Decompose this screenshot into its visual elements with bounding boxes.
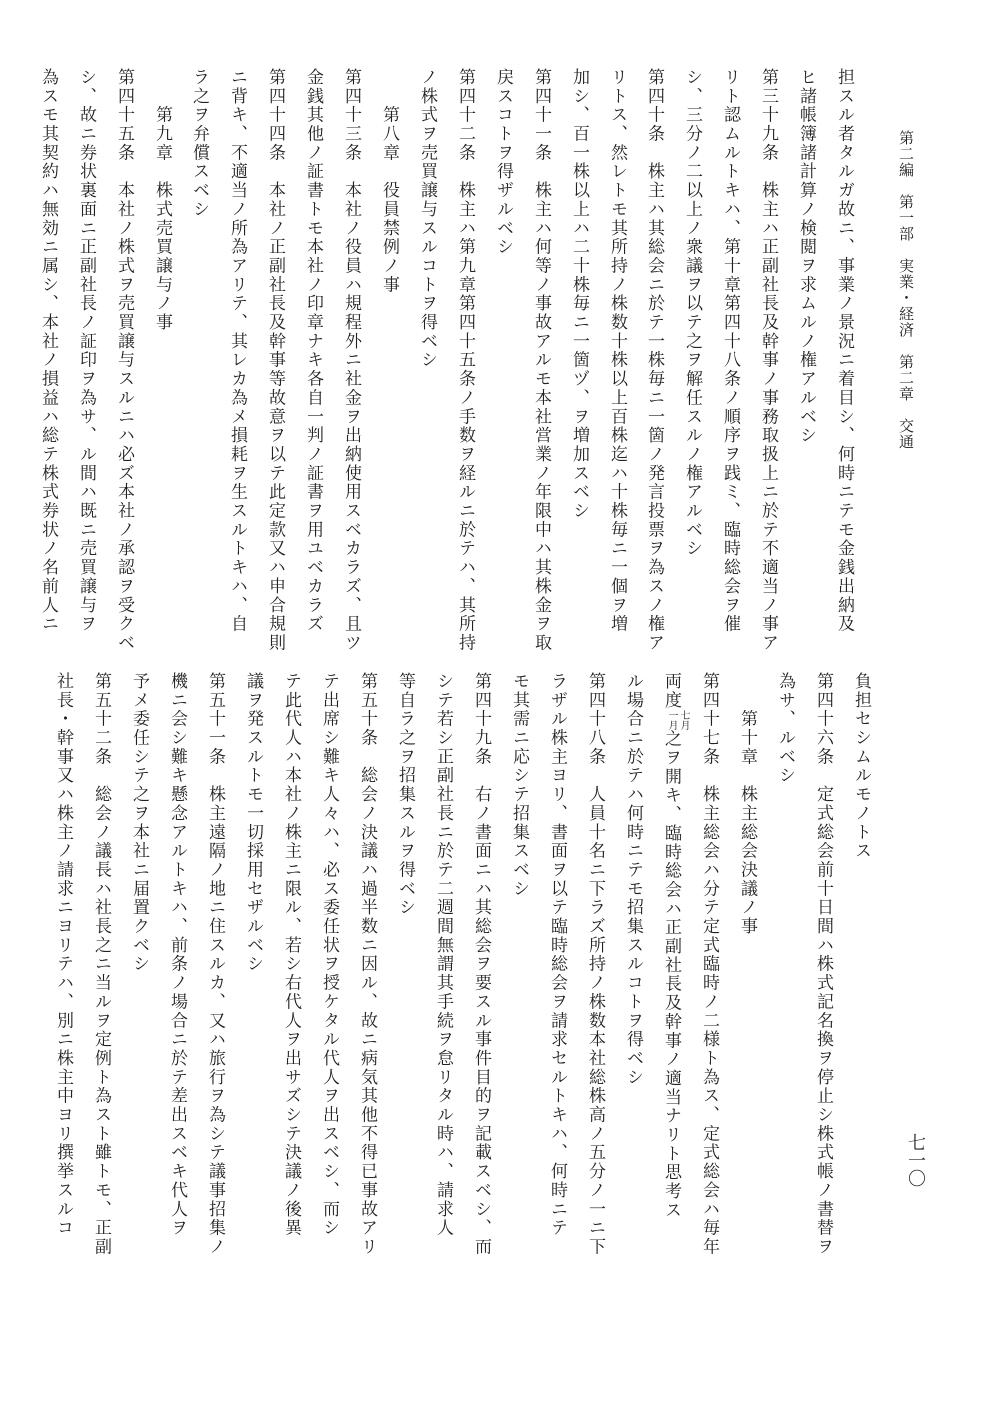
text-segment: 之ヲ開キ、臨時総会ハ正副社長及幹事ノ適当ナリト思考ス <box>661 729 681 1220</box>
text-column: 金銭其他ノ証書トモ本社ノ印章ナキ各自一判ノ証書ヲ用ユベカラズ <box>303 68 323 634</box>
text-column: 機ニ会シ難キ懸念アルトキハ、前条ノ場合ニ於テ差出スベキ代人ヲ <box>167 672 187 1238</box>
text-column: 第三十九条 株主ハ正副社長及幹事ノ事務取扱上ニ於テ不適当ノ事ア <box>758 68 778 653</box>
text-column: 為サ、ルベシ <box>775 672 795 786</box>
text-column: 担スル者タルガ故ニ、事業ノ景況ニ着目シ、何時ニテモ金銭出納及 <box>834 68 854 634</box>
text-column: シ、故ニ券状裏面ニ正副社長ノ証印ヲ為サ、ル間ハ既ニ売買譲与ヲ <box>76 68 96 634</box>
text-segment: 両度 <box>661 672 681 710</box>
text-column: 第五十一条 株主遠隔ノ地ニ住スルカ、又ハ旅行ヲ為シテ議事招集ノ <box>205 672 225 1257</box>
text-column: 為スモ其契約ハ無効ニ属シ、本社ノ損益ハ総テ株式券状ノ名前人ニ <box>38 68 58 634</box>
text-column: 第四十四条 本社ノ正副社長及幹事等故意ヲ以テ此定款又ハ申合規則 <box>265 68 285 653</box>
section-heading: 第九章 株式売買譲与ノ事 <box>152 68 172 332</box>
running-header: 第二編 第一部 実業・経済 第二章 交通 <box>897 130 915 450</box>
text-column: ニ背キ、不適当ノ所為アリテ、其レカ為メ損耗ヲ生スルトキハ、自 <box>227 68 247 634</box>
text-column: 第四十三条 本社ノ役員ハ規程外ニ社金ヲ出納使用スベカラズ、且ツ <box>341 68 361 653</box>
section-heading: 第十章 株主総会決議ノ事 <box>737 672 757 936</box>
text-column: 第四十二条 株主ハ第九章第四十五条ノ手数ヲ経ルニ於テハ、其所持 <box>455 68 475 653</box>
text-column: ラザル株主ヨリ、書面ヲ以テ臨時総会ヲ請求セルトキハ、何時ニテ <box>547 672 567 1238</box>
text-column: ル場合ニ於テハ何時ニテモ招集スルコトヲ得ベシ <box>623 672 643 1087</box>
text-column: 第四十七条 株主総会ハ分テ定式臨時ノ二様ト為ス、定式総会ハ毎年 <box>699 672 719 1257</box>
page-number: 七一〇 <box>905 1133 926 1187</box>
text-column: テ出席シ難キ人々ハ、必ス委任状ヲ授ケタル代人ヲ出スベシ、而シ <box>319 672 339 1238</box>
inline-note <box>665 710 689 730</box>
text-column: 第五十条 総会ノ決議ハ過半数ニ因ル、故ニ病気其他不得已事故アリ <box>357 672 377 1257</box>
text-column: 戻スコトヲ得ザルベシ <box>493 68 513 257</box>
text-column: 予メ委任シテ之ヲ本社ニ届置クベシ <box>129 672 149 974</box>
text-column: 社長・幹事又ハ株主ノ請求ニヨリテハ、別ニ株主中ヨリ撰挙スルコ <box>53 672 73 1238</box>
text-column: リトス、然レトモ其所持ノ株数十株以上百株迄ハ十株毎ニ一個ヲ増 <box>607 68 627 634</box>
text-column: 議ヲ発スルトモ一切採用セザルベシ <box>243 672 263 974</box>
text-column <box>654 672 689 1220</box>
inline-note-line: 一月 <box>666 709 677 730</box>
text-column: シ、三分ノ二以上ノ衆議ヲ以テ之ヲ解任スルノ権アルベシ <box>682 68 702 559</box>
text-column: 負担セシムルモノトス <box>851 672 871 861</box>
text-column: 第四十九条 右ノ書面ニハ其総会ヲ要スル事件目的ヲ記載スベシ、而 <box>471 672 491 1257</box>
text-column: モ其需ニ応シテ招集スベシ <box>509 672 529 899</box>
text-column: 加シ、百一株以上ハ二十株毎ニ一箇ヅ、ヲ増加スベシ <box>569 68 589 521</box>
text-column: 等自ラ之ヲ招集スルヲ得ベシ <box>395 672 415 918</box>
text-column: 第四十五条 本社ノ株式ヲ売買譲与スルニハ必ズ本社ノ承認ヲ受クベ <box>114 68 134 653</box>
text-column: ノ株式ヲ売買譲与スルコトヲ得ベシ <box>417 68 437 370</box>
text-column: テ此代人ハ本社ノ株主ニ限ル、若シ右代人ヲ出サズシテ決議ノ後異 <box>281 672 301 1238</box>
text-column: 第四十六条 定式総会前十日間ハ株式記名換ヲ停止シ株式帳ノ書替ヲ <box>813 672 833 1257</box>
inline-note-line: 七月 <box>678 709 689 730</box>
text-column: リト認ムルトキハ、第十章第四十八条ノ順序ヲ践ミ、臨時総会ヲ催 <box>720 68 740 634</box>
section-heading: 第八章 役員禁例ノ事 <box>379 68 399 295</box>
text-column: シテ若シ正副社長ニ於テ二週間無謂其手続ヲ怠リタル時ハ、請求人 <box>433 672 453 1238</box>
text-column: ラ之ヲ弁償スベシ <box>189 68 209 219</box>
text-column: 第四十一条 株主ハ何等ノ事故アルモ本社営業ノ年限中ハ其株金ヲ取 <box>531 68 551 653</box>
text-column: ヒ諸帳簿諸計算ノ検閲ヲ求ムルノ権アルベシ <box>796 68 816 445</box>
text-column: 第四十条 株主ハ其総会ニ於テ一株毎ニ一箇ノ発言投票ヲ為スノ権ア <box>644 68 664 653</box>
text-column: 第四十八条 人員十名ニ下ラズ所持ノ株数本社総株高ノ五分ノ一ニ下 <box>585 672 605 1257</box>
text-column: 第五十二条 総会ノ議長ハ社長之ニ当ルヲ定例ト為スト雖トモ、正副 <box>91 672 111 1257</box>
